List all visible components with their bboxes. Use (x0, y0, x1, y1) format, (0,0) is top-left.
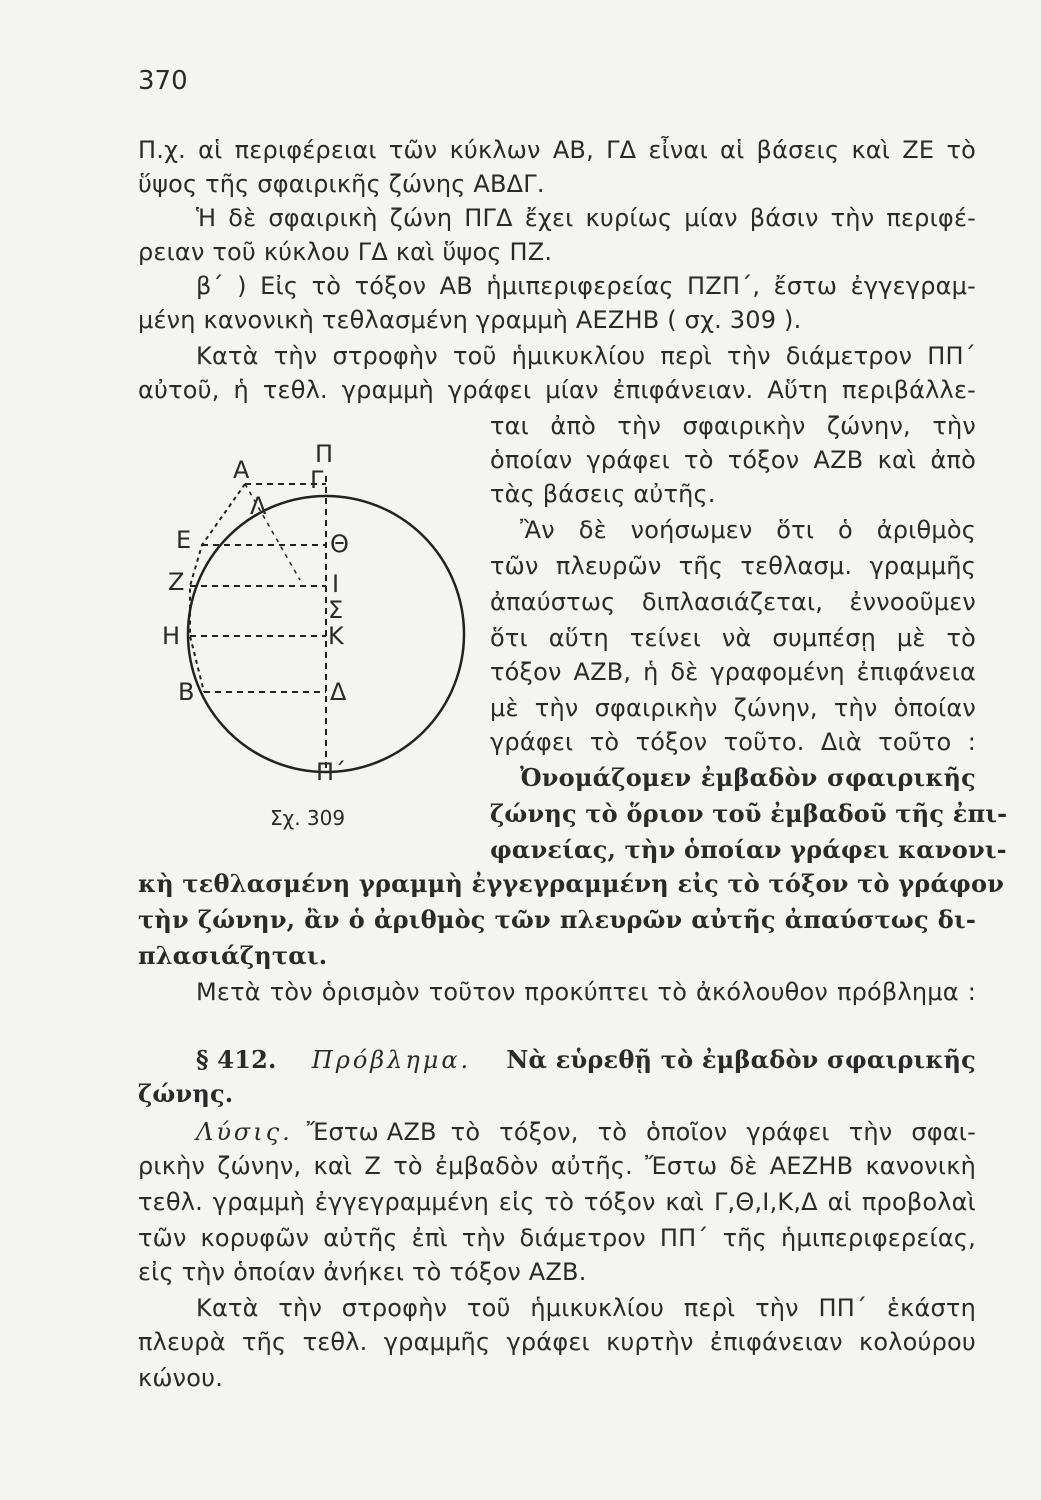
label-D: Δ (330, 678, 347, 706)
label-B: Β (178, 678, 195, 706)
text-line: ρειαν τοῦ κύκλου ΓΔ καὶ ὕψος ΠΖ. (138, 238, 553, 266)
text-line: γράφει τὸ τόξον τοῦτο. Διὰ τοῦτο : (490, 728, 976, 756)
label-Th: Θ (330, 530, 349, 558)
solution-rest: τὸ τόξον, τὸ ὁποῖον γράφει τὴν σφαι- (450, 1118, 976, 1146)
problem-heading (196, 1044, 976, 1076)
label-S: Σ (328, 596, 344, 624)
text-line: τόξον ΑΖΒ, ἡ δὲ γραφομένη ἐπιφάνεια (490, 658, 976, 686)
text-line: ὁποίαν γράφει τὸ τόξον ΑΖΒ καὶ ἀπὸ (490, 446, 976, 474)
text-line: μένη κανονικὴ τεθλασμένη γραμμὴ ΑΕΖΗΒ ( σχ. 309 ). (138, 306, 802, 334)
text-line: Ἂν δὲ νοήσωμεν ὅτι ὁ ἀριθμὸς (520, 516, 976, 544)
label-G: Γ (310, 466, 324, 494)
text-line: πλευρὰ τῆς τεθλ. γραμμῆς γράφει κυρτὴν ἐπιφάνειαν κολούρου (138, 1328, 976, 1356)
definition-line: Ὀνομάζομεν ἐμβαδὸν σφαιρικῆς (520, 763, 976, 792)
text-line: Π.χ. αἱ περιφέρειαι τῶν κύκλων ΑΒ, ΓΔ εἶναι αἱ βάσεις καὶ ΖΕ τὸ (138, 136, 976, 164)
label-Pp: Π΄ (316, 758, 347, 786)
solution-first-line (196, 1116, 976, 1148)
problem-label: Πρόβλημα. (311, 1046, 472, 1074)
label-K: Κ (328, 622, 344, 650)
text-line: αὐτοῦ, ἡ τεθλ. γραμμὴ γράφει μίαν ἐπιφάνειαν. Αὕτη περιβάλλε- (138, 376, 976, 404)
text-line: κώνου. (138, 1364, 224, 1392)
solution-label: Λύσις. (196, 1118, 293, 1146)
text-line: τῶν πλευρῶν τῆς τεθλασμ. γραμμῆς (490, 552, 976, 580)
figure-caption: Σχ. 309 (270, 806, 346, 830)
text-line: τὰς βάσεις αὐτῆς. (490, 480, 716, 508)
label-Z: Ζ (168, 568, 185, 596)
text-line: ἀπαύστως διπλασιάζεται, ἐννοοῦμεν (490, 588, 976, 616)
definition-line: ζώνης τὸ ὅριον τοῦ ἐμβαδοῦ τῆς ἐπι- (490, 799, 1008, 828)
label-A: Α (233, 456, 250, 484)
text-line: ρικὴν ζώνην, καὶ Ζ τὸ ἐμβαδὸν αὐτῆς. Ἔστω δὲ ΑΕΖΗΒ κανονικὴ (138, 1152, 976, 1180)
section-number: § 412. (196, 1045, 277, 1074)
text-line: Κατὰ τὴν στροφὴν τοῦ ἡμικυκλίου περὶ τὴν διάμετρον ΠΠ΄ (196, 342, 976, 370)
label-P: Π (315, 440, 334, 468)
text-line: τεθλ. γραμμὴ ἐγγεγραμμένη εἰς τὸ τόξον καὶ Γ,Θ,Ι,Κ,Δ αἱ προβολαὶ (138, 1188, 976, 1216)
label-H: Η (162, 622, 181, 650)
inscribed-polyline (190, 484, 245, 692)
page-number: 370 (138, 66, 188, 96)
problem-title-cont: ζώνης. (138, 1079, 234, 1108)
text-line: τῶν κορυφῶν αὐτῆς ἐπὶ τὴν διάμετρον ΠΠ΄ τῆς ἡμιπεριφερείας, (138, 1224, 976, 1252)
text-line: ὅτι αὕτη τείνει νὰ συμπέσῃ μὲ τὸ (490, 624, 976, 652)
text-line: εἰς τὴν ὁποίαν ἀνήκει τὸ τόξον ΑΖΒ. (138, 1258, 587, 1286)
definition-line: πλασιάζηται. (138, 941, 328, 970)
definition-line: κὴ τεθλασμένη γραμμὴ ἐγγεγραμμένη εἰς τὸ τόξον τὸ γράφον (138, 869, 1005, 898)
text-line: Ἡ δὲ σφαιρικὴ ζώνη ΠΓΔ ἔχει κυρίως μίαν βάσιν τὴν περιφέ- (196, 204, 976, 232)
problem-title: Νὰ εὑρεθῇ τὸ ἐμβαδὸν σφαιρικῆς (506, 1045, 976, 1074)
label-I: Ι (332, 570, 340, 598)
text-line: Κατὰ τὴν στροφὴν τοῦ ἡμικυκλίου περὶ τὴν ΠΠ΄ ἑκάστη (196, 1294, 976, 1322)
text-line: ὕψος τῆς σφαιρικῆς ζώνης ΑΒΔΓ. (138, 170, 545, 198)
solution-start: Ἔστω ΑΖΒ (306, 1118, 437, 1146)
text-line: μὲ τὴν σφαιρικὴν ζώνην, τὴν ὁποίαν (490, 694, 976, 722)
text-line: ται ἀπὸ τὴν σφαιρικὴν ζώνην, τὴν (490, 412, 976, 440)
figure-309 (150, 440, 490, 840)
definition-line: τὴν ζώνην, ἂν ὁ ἀριθμὸς τῶν πλευρῶν αὐτῆς ἀπαύστως δι- (138, 905, 976, 934)
label-L: Λ (250, 492, 267, 520)
text-line: β΄ ) Εἰς τὸ τόξον ΑΒ ἡμιπεριφερείας ΠΖΠ΄, ἔστω ἐγγεγραμ- (196, 272, 976, 300)
label-E: Ε (176, 526, 192, 554)
text-line: Μετὰ τὸν ὁρισμὸν τοῦτον προκύπτει τὸ ἀκόλουθον πρόβλημα : (196, 978, 976, 1006)
definition-line: φανείας, τὴν ὁποίαν γράφει κανονι- (490, 835, 1007, 864)
